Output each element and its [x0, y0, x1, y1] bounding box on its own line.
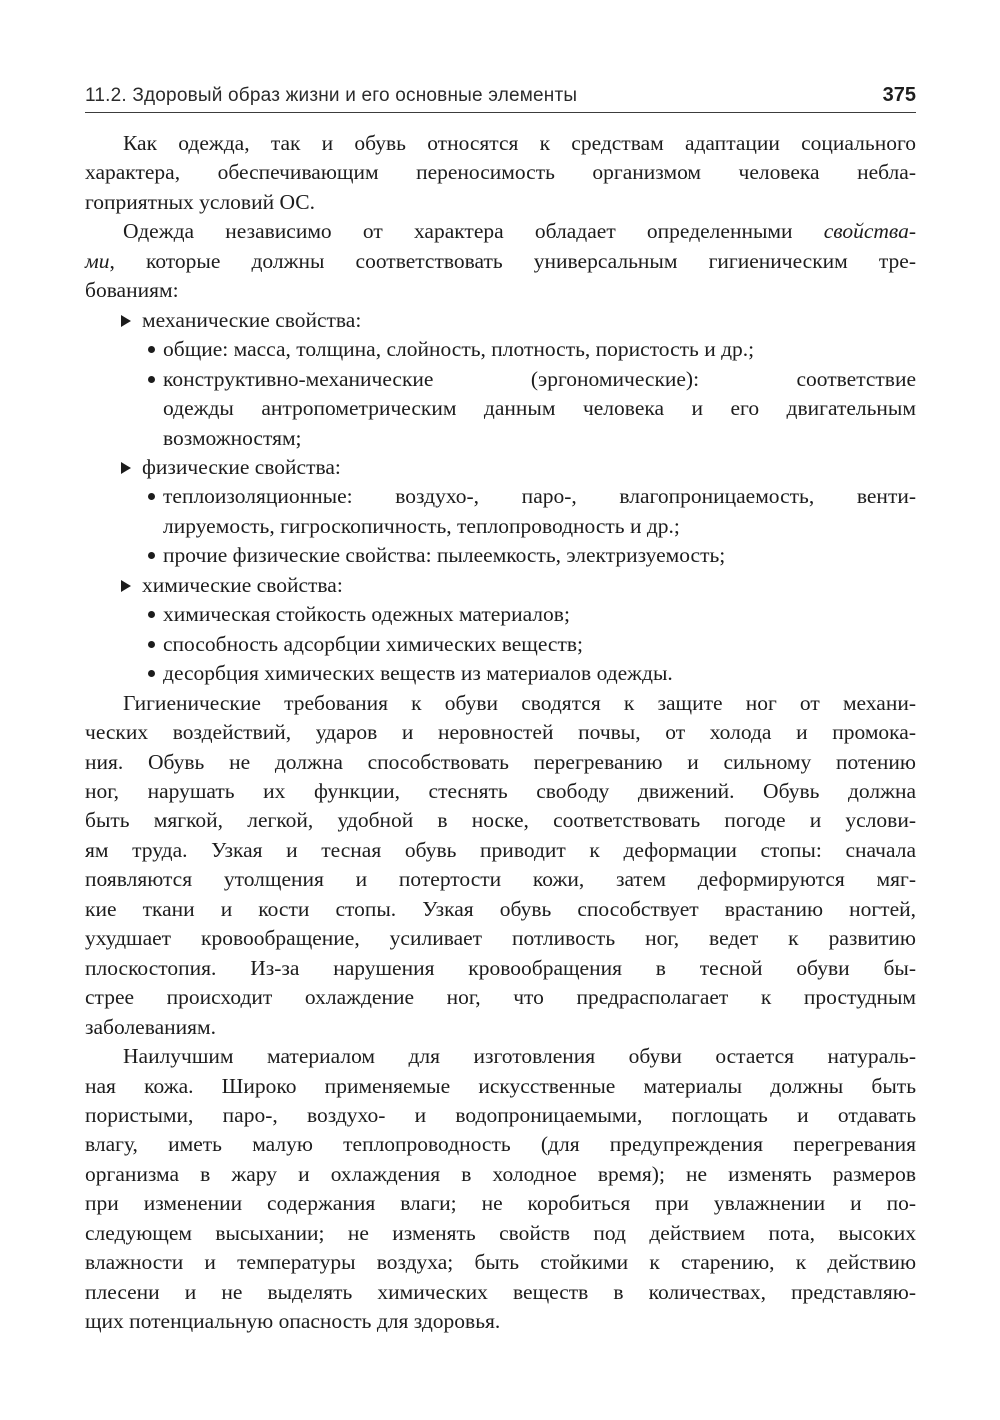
list-item-level-1 [85, 453, 916, 482]
text-line: кие ткани и кости стопы. Узкая обувь способствует врастанию ногтей, [85, 896, 916, 921]
text-line [85, 247, 916, 276]
text-line: теплоизоляционные: воздухо-, паро-, влагопроницаемость, венти- [163, 484, 916, 509]
text-line: конструктивно-механические (эргономические): соответствие [163, 366, 916, 391]
header-rule [85, 112, 916, 113]
text-line: физические свойства: [142, 454, 341, 479]
text-line: плесени и не выделять химических веществ в количествах, представляю- [85, 1279, 916, 1304]
text-line: одежды антропометрическим данным человека и его двигательным [163, 396, 916, 421]
text-line: возможностям; [163, 425, 302, 450]
paragraph [85, 1042, 916, 1337]
list-item-level-2 [85, 365, 916, 453]
text-line: ная кожа. Широко применяемые искусственные материалы должны быть [85, 1073, 916, 1098]
dot-bullet-icon [148, 346, 155, 353]
text-line: Гигиенические требования к обуви сводятся к защите ног от механи- [123, 690, 916, 715]
list-item-level-2 [85, 541, 916, 570]
dot-bullet-icon [148, 641, 155, 648]
text-line: бованиям: [85, 278, 179, 303]
text-line: следующем высыхании; не изменять свойств под действием пота, высоких [85, 1220, 916, 1245]
text-line: стрее происходит охлаждение ног, что предрасполагает к простудным [85, 985, 916, 1010]
text-segment: Одежда независимо от характера обладает определенными [123, 219, 824, 244]
text-line: Наилучшим материалом для изготовления обуви остается натураль- [123, 1044, 916, 1069]
emphasized-text: свойства- [823, 219, 916, 244]
list-item-level-1 [85, 571, 916, 600]
text-line: плоскостопия. Из-за нарушения кровообращения в тесной обуви бы- [85, 955, 916, 980]
text-line: механические свойства: [142, 307, 362, 332]
text-line: химические свойства: [142, 572, 343, 597]
triangle-bullet-icon [121, 580, 131, 592]
list-item-level-2 [85, 659, 916, 688]
text-line: влажности и температуры воздуха; быть стойкими к старению, к действию [85, 1250, 916, 1275]
paragraph [85, 217, 916, 305]
paragraph [85, 129, 916, 217]
text-line: ческих воздействий, ударов и неровностей почвы, от холода и промока- [85, 720, 916, 745]
text-line: прочие физические свойства: пылеемкость, электризуемость; [163, 543, 726, 568]
dot-bullet-icon [148, 552, 155, 559]
text-line: способность адсорбции химических веществ; [163, 631, 583, 656]
page-body [85, 129, 916, 1337]
text-line: Как одежда, так и обувь относятся к средствам адаптации социального [123, 131, 916, 155]
paragraph [85, 689, 916, 1042]
dot-bullet-icon [148, 611, 155, 618]
text-segment: , которые должны соответствовать универсальным гигиеническим тре- [109, 248, 916, 273]
text-line [85, 217, 916, 246]
text-line: пористыми, паро-, воздухо- и водопроницаемыми, поглощать и отдавать [85, 1102, 916, 1127]
text-line: ям труда. Узкая и тесная обувь приводит к деформации стопы: сначала [85, 837, 916, 862]
text-line: общие: масса, толщина, слойность, плотность, пористость и др.; [163, 337, 755, 362]
text-line: появляются утолщения и потертости кожи, затем деформируются мяг- [85, 867, 916, 892]
text-line: лируемость, гигроскопичность, теплопроводность и др.; [163, 513, 680, 538]
list-item-level-2 [85, 600, 916, 629]
text-line: гоприятных условий ОС. [85, 189, 315, 214]
text-line: ног, нарушать их функции, стеснять свободу движений. Обувь должна [85, 778, 916, 803]
text-line: заболеваниям. [85, 1014, 217, 1039]
running-header [85, 84, 916, 107]
page-number: 375 [882, 84, 916, 106]
list-item-level-2 [85, 482, 916, 541]
dot-bullet-icon [148, 670, 155, 677]
text-line: ухудшает кровообращение, усиливает потливость ног, ведет к развитию [85, 926, 916, 951]
text-line: химическая стойкость одежных материалов; [163, 602, 570, 627]
triangle-bullet-icon [121, 315, 131, 327]
dot-bullet-icon [148, 493, 155, 500]
text-line: быть мягкой, легкой, удобной в носке, соответствовать погоде и услови- [85, 808, 916, 833]
triangle-bullet-icon [121, 462, 131, 474]
list-item-level-2 [85, 630, 916, 659]
list-item-level-1 [85, 306, 916, 335]
text-line: щих потенциальную опасность для здоровья. [85, 1309, 501, 1334]
dot-bullet-icon [148, 376, 155, 383]
text-line: характера, обеспечивающим переносимость организмом человека небла- [85, 160, 916, 185]
list-item-level-2 [85, 335, 916, 364]
emphasized-text: ми [85, 248, 110, 273]
text-line: организма в жару и охлаждения в холодное время); не изменять размеров [85, 1161, 916, 1186]
text-line: влагу, иметь малую теплопроводность (для предупреждения перегревания [85, 1132, 916, 1157]
text-line: при изменении содержания влаги; не коробиться при увлажнении и по- [85, 1191, 916, 1216]
text-line: ния. Обувь не должна способствовать перегреванию и сильному потению [85, 749, 916, 774]
section-title: 11.2. Здоровый образ жизни и его основные элементы [85, 85, 578, 106]
text-line: десорбция химических веществ из материалов одежды. [163, 661, 673, 686]
